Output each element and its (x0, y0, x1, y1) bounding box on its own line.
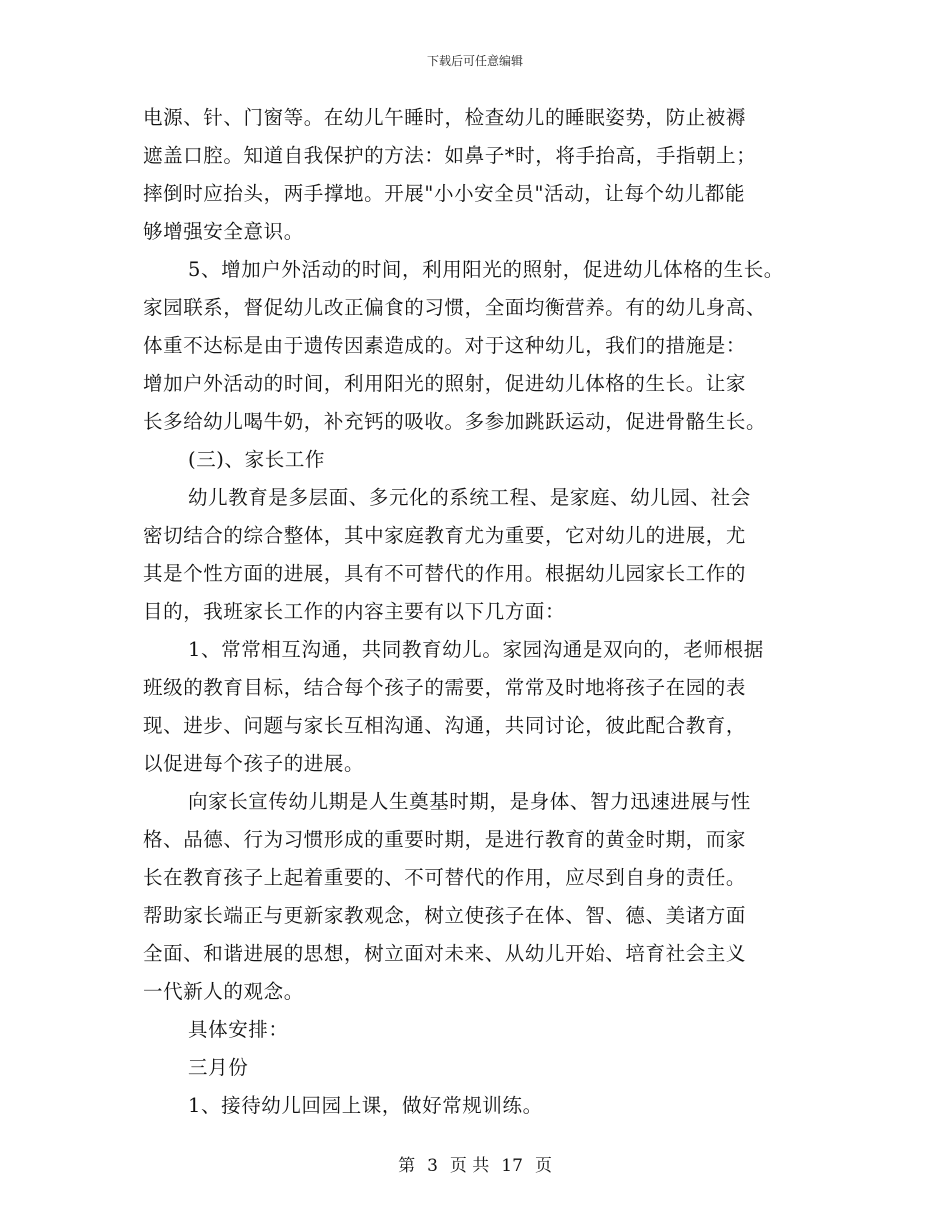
text-line-24: 一代新人的观念。 (143, 980, 304, 1003)
text-line-1: 电源、针、门窗等。在幼儿午睡时，检查幼儿的睡眠姿势，防止被褥 (143, 106, 747, 129)
text-line-9: 长多给幼儿喝牛奶，补充钙的吸收。多参加跳跃运动，促进骨骼生长。 (143, 410, 767, 433)
text-line-6: 家园联系，督促幼儿改正偏食的习惯，全面均衡营养。有的幼儿身高、 (143, 296, 767, 319)
text-line-18: 以促进每个孩子的进展。 (143, 752, 365, 775)
footer-suffix: 页 (534, 1156, 552, 1176)
text-line-27: 1、接待幼儿回园上课，做好常规训练。 (188, 1094, 543, 1117)
page-footer (0, 1155, 950, 1177)
text-line-19: 向家长宣传幼儿期是人生奠基时期，是身体、智力迅速进展与性 (188, 790, 751, 813)
footer-middle: 页 共 (449, 1156, 490, 1176)
text-line-7: 体重不达标是由于遗传因素造成的。对于这种幼儿，我们的措施是： (143, 334, 747, 357)
text-line-2: 遮盖口腔。知道自我保护的方法：如鼻子*时，将手抬高，手指朝上； (143, 144, 757, 167)
footer-page-number: 3 (427, 1156, 438, 1176)
text-line-20: 格、品德、行为习惯形成的重要时期，是进行教育的黄金时期，而家 (143, 828, 747, 851)
text-line-17: 现、进步、问题与家长互相沟通、沟通，共同讨论，彼此配合教育， (143, 714, 747, 737)
text-line-11: 幼儿教育是多层面、多元化的系统工程、是家庭、幼儿园、社会 (188, 486, 751, 509)
text-line-13: 其是个性方面的进展，具有不可替代的作用。根据幼儿园家长工作的 (143, 562, 747, 585)
text-line-5: 5、增加户外活动的时间，利用阳光的照射，促进幼儿体格的生长。 (188, 258, 784, 281)
text-line-4: 够增强安全意识。 (143, 220, 304, 243)
text-line-march: 三月份 (188, 1056, 249, 1079)
text-line-15: 1、常常相互沟通，共同教育幼儿。家园沟通是双向的，老师根据 (188, 638, 764, 661)
text-line-3: 摔倒时应抬头，两手撑地。开展"小小安全员"活动，让每个幼儿都能 (143, 182, 746, 205)
header-text: 下载后可任意编辑 (426, 54, 523, 68)
section-heading-parents-work: (三)、家长工作 (188, 448, 326, 471)
footer-prefix: 第 (398, 1156, 416, 1176)
text-line-22: 帮助家长端正与更新家教观念，树立使孩子在体、智、德、美诸方面 (143, 904, 747, 927)
page-header (0, 53, 950, 69)
text-line-14: 目的，我班家长工作的内容主要有以下几方面： (143, 600, 566, 623)
footer-total-pages: 17 (501, 1156, 523, 1176)
text-line-23: 全面、和谐进展的思想，树立面对未来、从幼儿开始、培育社会主义 (143, 942, 747, 965)
text-line-specific-arrangement: 具体安排： (188, 1018, 289, 1041)
text-line-12: 密切结合的综合整体，其中家庭教育尤为重要，它对幼儿的进展，尤 (143, 524, 747, 547)
text-line-21: 长在教育孩子上起着重要的、不可替代的作用，应尽到自身的责任。 (143, 866, 747, 889)
text-line-8: 增加户外活动的时间，利用阳光的照射，促进幼儿体格的生长。让家 (143, 372, 747, 395)
text-line-16: 班级的教育目标，结合每个孩子的需要，常常及时地将孩子在园的表 (143, 676, 747, 699)
